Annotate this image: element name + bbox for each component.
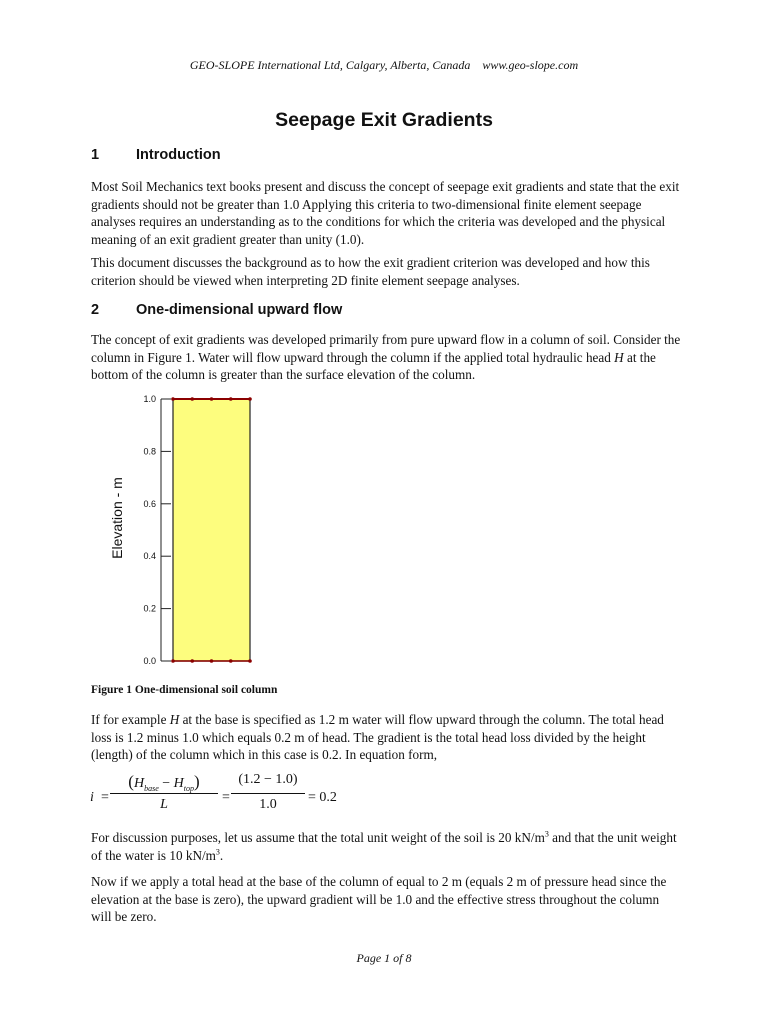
equation-numerator-numeric: (1.2 − 1.0) <box>238 772 298 787</box>
unit-weight-paragraph: For discussion purposes, let us assume that the total unit weight of the soil is 20 $kN/m^3$ and that the unit weight of the water is 10 $kN/m^3$. <box>91 829 677 863</box>
section-1-heading <box>91 147 221 163</box>
section-number: 2 <box>91 302 100 318</box>
upward-flow-paragraph-2: If for example H at the base is specified as 1.2 m water will flow upward through the column. The total head loss is 1.2 minus 1.0 which equals 0.2 m of head. The gradient is the total head loss divided by the height (length) of the column which in this case is 0.2. In equation form, <box>91 712 664 762</box>
document-title: Seepage Exit Gradients <box>275 109 493 131</box>
upward-flow-paragraph-1: The concept of exit gradients was developed primarily from pure upward flow in a column of soil. Consider the column in Figure 1. Water will flow upward through the column if the applied total hydraulic head H at the bottom of the column is greater than the surface elevation of the column. <box>91 332 681 382</box>
fraction-bar <box>231 793 305 794</box>
equation-lhs: i <box>90 790 94 805</box>
y-axis-label: Elevation - m <box>109 477 125 559</box>
variable-h: H <box>169 712 180 727</box>
equation-numerator-symbolic: $(H_{base} - H_{top})$ <box>128 772 200 793</box>
equation-denominator-symbolic: L <box>160 797 168 812</box>
section-2-heading <box>91 302 342 318</box>
section-number: 1 <box>91 147 100 163</box>
equation-result: = 0.2 <box>308 790 337 805</box>
equation-denominator-numeric: 1.0 <box>259 797 277 812</box>
y-tick-label: 0.6 <box>143 498 156 509</box>
mesh-node <box>171 397 175 401</box>
intro-paragraph-2: This document discusses the background as to how the exit gradient criterion was developed and how this criterion should be viewed when interpreting 2D finite element seepage analyses. <box>91 255 650 288</box>
equals-sign: = <box>101 790 109 805</box>
y-axis <box>143 394 171 666</box>
soil-column-diagram <box>95 388 295 673</box>
soil-column-region <box>173 399 250 661</box>
equals-sign: = <box>222 790 230 805</box>
page-footer: Page 1 of 8 <box>356 951 412 965</box>
y-tick-label: 1.0 <box>143 394 156 404</box>
mesh-node <box>171 659 175 663</box>
section-title: Introduction <box>136 147 221 163</box>
mesh-node <box>229 397 233 401</box>
y-tick-label: 0.8 <box>143 446 156 457</box>
fraction-bar <box>110 793 218 794</box>
figure-caption: Figure 1 One-dimensional soil column <box>91 684 278 696</box>
y-tick-label: 0.4 <box>143 551 156 562</box>
y-tick-label: 0.0 <box>143 656 156 666</box>
y-tick-label: 0.2 <box>143 603 156 614</box>
variable-h: H <box>614 349 624 365</box>
mesh-node <box>248 397 252 401</box>
intro-paragraph-1: Most Soil Mechanics text books present and discuss the concept of seepage exit gradients and state that the exit gradients should not be greater than 1.0 Applying this criteria to two-dimensional finite element seepage analyses requires an understanding as to the conditions for which the criteria was developed and the physical meaning of an exit gradient greater than unity (1.0). <box>91 179 680 247</box>
mesh-node <box>248 659 252 663</box>
soil-column <box>171 397 252 663</box>
mesh-node <box>190 659 194 663</box>
figure-1 <box>95 388 295 673</box>
section-title: One-dimensional upward flow <box>136 302 343 318</box>
mesh-node <box>190 397 194 401</box>
mesh-node <box>229 659 233 663</box>
total-head-paragraph: Now if we apply a total head at the base of the column of equal to 2 m (equals 2 m of pressure head since the elevation at the base is zero), the upward gradient will be 1.0 and the effective stress throughout the column will be zero. <box>91 874 667 924</box>
mesh-node <box>210 397 214 401</box>
gradient-equation <box>90 768 350 828</box>
mesh-node <box>210 659 214 663</box>
page-header: GEO-SLOPE International Ltd, Calgary, Alberta, Canada www.geo-slope.com <box>189 58 579 72</box>
